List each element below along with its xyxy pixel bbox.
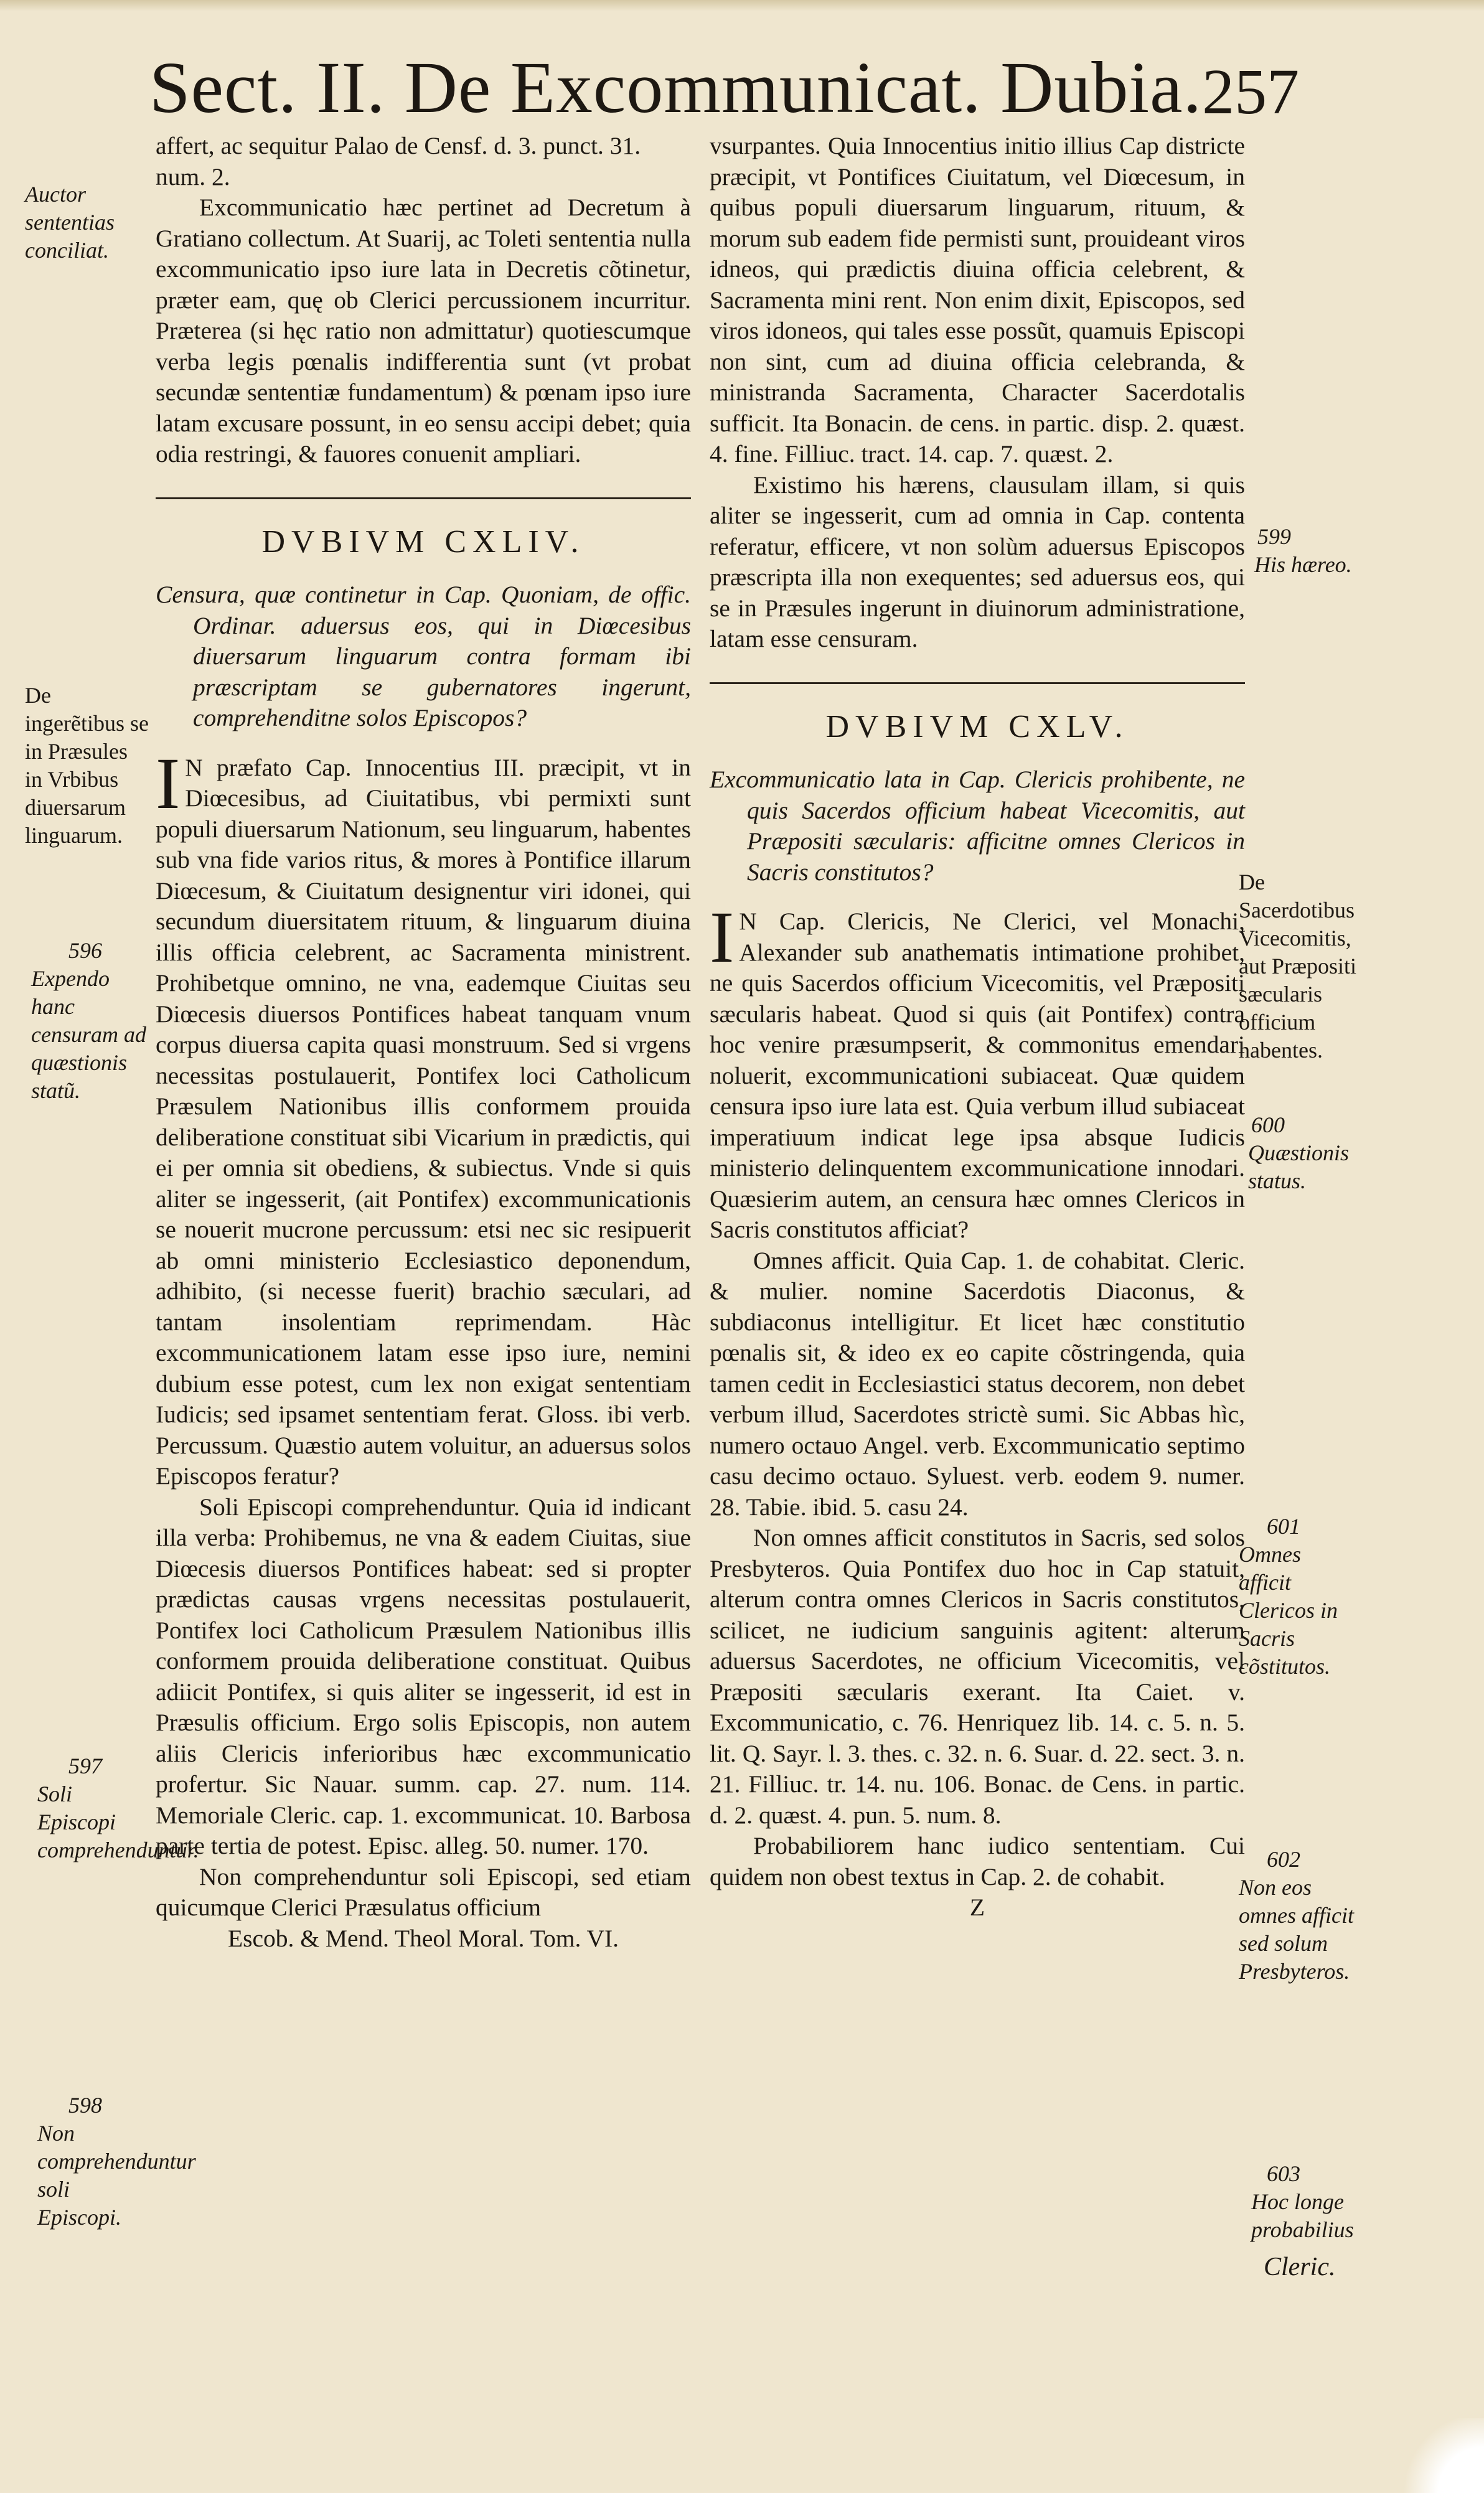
left-paragraph-2 <box>156 742 691 1492</box>
margin-note-quaestionis-status: Quæstionis status. <box>1248 1140 1350 1193</box>
catchword: Cleric. <box>1264 2253 1336 2281</box>
margin-note-expendo: Expendo hanc censuram ad quæstionis statũ. <box>31 966 146 1103</box>
dubium-title-144: DVBIVM CXLIV. <box>261 523 585 560</box>
left-top-line-1: affert, ac sequitur Palao de Censf. d. 3. punct. 31. <box>156 132 641 159</box>
margin-note-de-sacerdotibus: De Sacerdotibus Vicecomitis, aut Præpositi sæcularis officium habentes. <box>1239 870 1357 1063</box>
margin-number-596: 596 <box>68 938 102 963</box>
page-header <box>149 37 1300 128</box>
right-paragraph-3-text: N Cap. Clericis, Ne Clerici, vel Monachi, Alexander sub anathematis intimatione prohibet, ne quis Sacerdos officium Vicecomitis, vel Præpositi sæcularis habeat. Quod si quis (ait Pontifex) contra hoc venire præsumpserit, & commonitus emendari noluerit, excommunicationi subiaceat. Quæ quidem censura ipso iure lata est. Quia verbum illud subiaceat imperatiuum indicat lege ipsa absque Iudicis ministerio delinquentem excommunicatione innodari. Quæsierim autem, an censura hæc omnes Clericos in Sacris constitutos afficiat? <box>710 908 1245 1243</box>
margin-note-auctor: Auctor sententias conciliat. <box>25 182 115 263</box>
drop-cap-2: I <box>710 896 735 978</box>
section-rule <box>156 497 691 499</box>
right-column <box>710 131 1245 1923</box>
margin-note-de-ingerentibus: De ingerẽtibus se in Præsules in Vrbibus diuersarum linguarum. <box>25 683 149 848</box>
footer-line: Escob. & Mend. Theol Moral. Tom. VI. <box>227 1924 619 1952</box>
question-text: Censura, quæ continetur in Cap. Quoniam, de offic. Ordinar. aduersus eos, qui in Diœcesibus diuersarum linguarum contra formam ibi præscriptam se gubernatores ingerunt, comprehenditne solos Episcopos? <box>156 581 691 731</box>
page-edge <box>0 0 1484 11</box>
running-head: Sect. II. De Excommunicat. Dubia. <box>149 47 1203 128</box>
margin-number-603: 603 <box>1267 2161 1300 2186</box>
margin-note-omnes-afficit: Omnes afficit Clericos in Sacris cõstitutos. <box>1239 1542 1338 1679</box>
right-paragraph-5: Non omnes afficit constitutos in Sacris, sed solos Presbyteros. Quia Pontifex duo hoc in Cap statuit, alterum contra omnes Clericos in Sacris constitutos, scilicet, ne iudicium sanguinis agitent: alterum aduersus Sacerdotes, ne officium Vicecomitis, vel Præpositi sæcularis exerant. Ita Caiet. v. Excommunicatio, c. 76. Henriquez lib. 14. c. 5. n. 5. lit. Q. Sayr. l. 3. thes. c. 32. n. 6. Suar. d. 22. sect. 3. n. 21. Filliuc. tr. 14. nu. 106. Bonac. de Cens. in partic. d. 2. quæst. 4. pun. 5. num. 8. <box>710 1524 1245 1829</box>
margin-number-597: 597 <box>68 1754 102 1778</box>
margin-number-601: 601 <box>1267 1514 1300 1539</box>
question-text-2: Excommunicatio lata in Cap. Clericis prohibente, ne quis Sacerdos officium habeat Vicecomitis, aut Præpositi sæcularis: afficitne omnes Clericos in Sacris constitutos? <box>710 766 1245 886</box>
margin-note-his-haereo: His hæreo. <box>1254 552 1352 577</box>
margin-number-602: 602 <box>1267 1847 1300 1872</box>
dubium-title-145: DVBIVM CXLV. <box>825 708 1129 744</box>
signature-mark: Z <box>969 1894 985 1921</box>
section-rule-2 <box>710 682 1245 684</box>
question-145 <box>710 764 1245 888</box>
left-paragraph-1: Excommunicatio hæc pertinet ad Decretum à Gratiano collectum. At Suarij, ac Toleti sententia nulla excommunicatio ipso iure lata in Decretis cõtinetur, præter eam, quę ob Clerici percussionem incurritur. Præterea (si hęc ratio non admittatur) quotiescumque verba legis pœnalis indifferentia sunt (vt probat secundæ sententiæ fundamentum) & pœnam ipso iure latam excusare possunt, in eo sensu accipi debet; quia odia restringi, & fauores conuenit ampliari. <box>156 194 691 467</box>
left-top-line-2: num. 2. <box>156 162 230 190</box>
margin-number-599: 599 <box>1257 524 1291 549</box>
question-144 <box>156 580 691 734</box>
page-corner-damage <box>1397 2418 1484 2493</box>
left-paragraph-2-text: N præfato Cap. Innocentius III. præcipit, vt in Diœcesibus, ad Ciuitatibus, vbi permixti sunt populi diuersarum Nationum, seu linguarum, habentes sub vna fide varios ritus, & mores à Pontifice illarum Diœcesum, & Ciuitatum designentur viri idonei, qui secundum diuersitatem rituum, & linguarum diuina illis officia celebrent, ac Sacramenta ministrent. Prohibetque omnino, ne vna, eademque Ciuitas seu Diœcesis diuersos Pontifices habeat tanquam vnum corpus diuersa capita quasi monstruum. Sed si vrgens necessitas postulauerit, Pontifex loci Catholicum Præsulem Nationibus illis conformem prouida deliberatione constituat sibi Vicarium in prædictis, qui ei per omnia sit obediens, & subiectus. Vnde si quis aliter se ingesserit, (ait Pontifex) excommunicationis se nouerit mucrone percussum: etsi nec sic resipuerit ab omni ministerio Ecclesiastico deponendum, adhibito, (si necesse fuerit) brachio sæculari, ad tantam insolentiam reprimendam. Hàc excommunicationem latam esse ipso iure, nemini dubium esse potest, cum lex non exigat sententiam Iudicis; sed ipsamet sententiam ferat. Gloss. ibi verb. Percussum. Quæstio autem voluitur, an aduersus solos Episcopos feratur? <box>156 753 691 1490</box>
right-paragraph-3 <box>710 896 1245 1246</box>
margin-note-soli-episcopi: Soli Episcopi comprehenduntur. <box>37 1782 199 1862</box>
right-paragraph-1: vsurpantes. Quia Innocentius initio illius Cap districte præcipit, vt Pontifices Ciuitatum, vel Diœcesum, in quibus populi diuersarum linguarum, rituum, & morum sub eadem fide permisti sunt, prouideant viros idneos, qui prædictis diuina officia celebrent, & Sacramenta mini rent. Non enim dixit, Episcopos, sed viros idoneos, qui tales esse possũt, quamuis Episcopi non sint, cum ad diuina officia celebranda, & ministranda Sacramenta, Character Sacerdotalis sufficit. Ita Bonacin. de cens. in partic. disp. 2. quæst. 4. fine. Filliuc. tract. 14. cap. 7. quæst. 2. <box>710 132 1245 467</box>
left-paragraph-3: Soli Episcopi comprehenduntur. Quia id indicant illa verba: Prohibemus, ne vna & eadem Ciuitas, siue Diœcesis diuersos Pontifices habeat: sed si propter prædictas causas vrgens necessitas postulauerit, Pontifex loci Catholicum Præsulem Nationibus illis conformem prouida deliberatione constituat. Quibus adiicit Pontifex, si quis aliter se ingesserit, id est in Præsulis officium. Ergo solis Episcopis, non autem aliis Clericis inferioribus hæc excommunicatio profertur. Sic Nauar. summ. cap. 27. num. 114. Memoriale Cleric. cap. 1. excommunicat. 10. Barbosa parte tertia de potest. Episc. alleg. 50. numer. 170. <box>156 1493 691 1859</box>
right-paragraph-4: Omnes afficit. Quia Cap. 1. de cohabitat. Cleric. & mulier. nomine Sacerdotis Diaconus, & subdiaconus intelligitur. Et licet hæc constitutio pœnalis sit, & ideo ex eo capite cõstringenda, quia tamen cedit in Ecclesiastici status decorem, non debet verbum illud, Sacerdotes strictè sumi. Sic Abbas hìc, numero octauo Angel. verb. Excommunicatio septimo casu decimo octauo. Syluest. verb. eodem 9. numer. 28. Tabie. ibid. 5. casu 24. <box>710 1246 1245 1521</box>
margin-note-non-comprehenduntur: Non comprehenduntur soli Episcopi. <box>37 2121 196 2230</box>
page-number: 257 <box>1202 56 1300 128</box>
margin-number-598: 598 <box>68 2093 102 2118</box>
drop-cap: I <box>156 742 181 824</box>
right-paragraph-2: Existimo his hærens, clausulam illam, si quis aliter se ingesserit, cum ad omnia in Cap. contenta referatur, efficere, vt non solùm aduersus Episcopos præscripta illa non exequentes; sed aduersus eos, qui se in Præsules ingerunt in diuinorum administratione, latam esse censuram. <box>710 471 1245 652</box>
margin-note-hoc-longe: Hoc longe probabilius <box>1251 2189 1354 2242</box>
left-paragraph-4: Non comprehenduntur soli Episcopi, sed etiam quicumque Clerici Præsulatus officium <box>156 1862 691 1921</box>
left-column <box>156 131 691 1954</box>
margin-note-non-eos-omnes: Non eos omnes afficit sed solum Presbyteros. <box>1239 1875 1354 1984</box>
margin-number-600: 600 <box>1251 1112 1285 1137</box>
right-paragraph-6: Probabiliorem hanc iudico sententiam. Cui quidem non obest textus in Cap. 2. de cohabit. <box>710 1832 1245 1890</box>
